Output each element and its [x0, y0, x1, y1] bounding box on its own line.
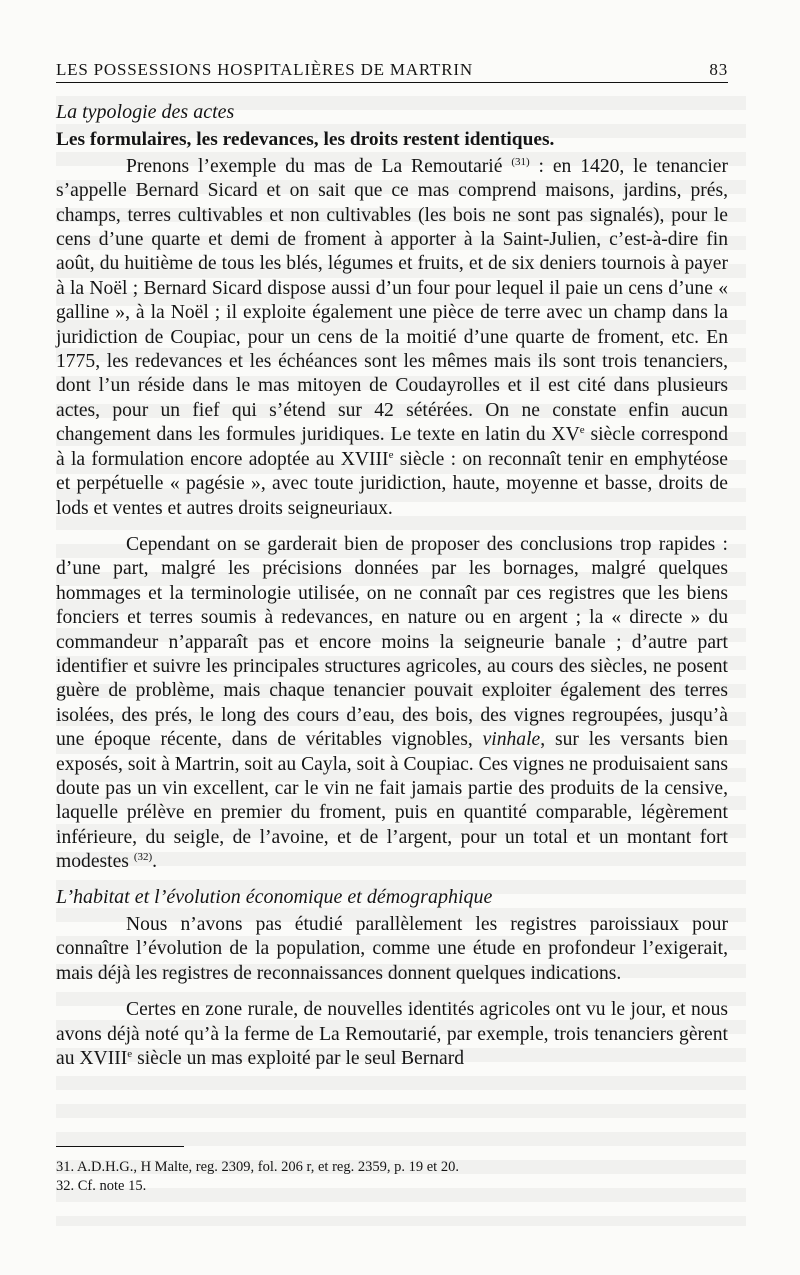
main-text — [56, 100, 728, 1071]
subheading-formulaires: Les formulaires, les redevances, les droits restent identiques. — [56, 129, 555, 151]
footnote-32: 32. Cf. note 15. — [56, 1178, 147, 1194]
footnote-31: 31. A.D.H.G., H Malte, reg. 2309, fol. 206 r, et reg. 2359, p. 19 et 20. — [56, 1159, 459, 1175]
section-title-typologie: La typologie des actes — [56, 101, 235, 123]
footnote-rule — [56, 1146, 184, 1147]
page-number: 83 — [709, 60, 728, 79]
paragraph-certes: Certes en zone rurale, de nouvelles identités agricoles ont vu le jour, et nous avons déjà noté qu’à la ferme de La Remoutarié, par exemple, trois tenanciers gèrent au XVIIIe siècle un mas exploité par le seul Bernard — [56, 999, 728, 1070]
footnotes — [56, 1158, 728, 1196]
paragraph-remoutarie: Prenons l’exemple du mas de La Remoutarié $^{(31)}$ : en 1420, le tenancier s’appelle Bernard Sicard et on sait que ce mas comprend maisons, jardins, prés, champs, terres cultivables et non cultivables (les bois ne sont pas signalés), pour le cens d’une quarte et demi de froment à apporter à la Saint-Julien, c’est-à-dire fin août, du huitième de tous les blés, légumes et fruits, et de six deniers tournois à payer à la Noël ; Bernard Sicard dispose aussi d’un four pour lequel il paie un cens d’une « galline », à la Noël ; il exploite également une pièce de terre avec un champ dans la juridiction de Coupiac, pour un cens de la moitié d’une quarte de froment, etc. En 1775, les redevances et les échéances sont les mêmes mais ils sont trois tenanciers, dont l’un réside dans le mas mitoyen de Coudayrolles et il est cité dans plusieurs actes, pour un fief qui s’étend sur 42 sétérées. On ne constate enfin aucun changement dans les formules juridiques. Le texte en latin du XVe siècle correspond à la formulation encore adoptée au XVIIIe siècle : on reconnaît tenir en emphytéose et perpétuelle « pagésie », avec toute juridiction, haute, moyenne et basse, droits de lods et ventes et autres droits seigneuriaux. — [56, 155, 729, 519]
paragraph-registres: Nous n’avons pas étudié parallèlement les registres paroissiaux pour connaître l’évolution de la population, comme une étude en profondeur l’exigerait, mais déjà les registres de reconnaissances donnent quelques indications. — [56, 914, 728, 984]
paragraph-cependant: Cependant on se garderait bien de proposer des conclusions trop rapides : d’une part, malgré les précisions données par les bornages, malgré quelques hommages et la terminologie utilisée, on ne connaît par ces registres que les biens fonciers et terres soumis à redevances, en nature ou en argent ; la « directe » du commandeur n’apparaît pas et encore moins la seigneurie banale ; d’autre part identifier et suivre les principales structures agricoles, au cours des siècles, ne posent guère de problème, mais chaque tenancier pouvait exploiter également des terres isolées, des prés, le long des cours d’eau, des bois, des vignes regroupées, jusqu’à une époque récente, dans de véritables vignobles, vinhale, sur les versants bien exposés, soit à Martrin, soit au Cayla, soit à Coupiac. Ces vignes ne produisaient sans doute pas un vin excellent, car le vin ne fait jamais partie des produits de la censive, laquelle prélève en premier du froment, puis en quantité comparable, légèrement inférieure, du seigle, de l’avoine, et de l’argent, pour un total et un montant fort modestes $^{(32)}$. — [56, 533, 728, 873]
running-head — [56, 60, 728, 80]
footnote-ref-32[interactable]: (32) — [133, 851, 153, 864]
section-title-habitat: L’habitat et l’évolution économique et démographique — [56, 885, 493, 908]
footnote-ref-31[interactable]: (31) — [511, 155, 530, 168]
header-rule — [56, 82, 728, 83]
running-title: LES POSSESSIONS HOSPITALIÈRES DE MARTRIN — [56, 60, 473, 79]
